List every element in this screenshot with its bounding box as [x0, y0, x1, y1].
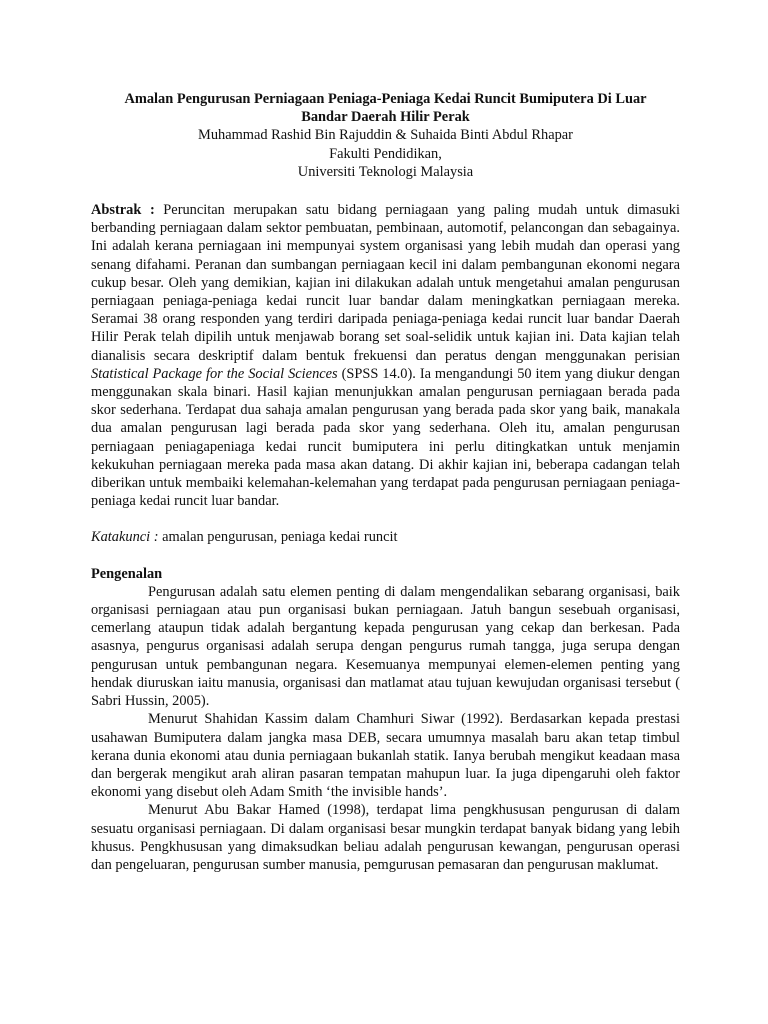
abstract-text-part-2: (SPSS 14.0). Ia mengandungi 50 item yang diukur dengan menggunakan skala binari. Hasil kajian menunjukkan amalan pengurusan perniagaan berada pada skor sederhana. Terdapat dua sahaja amalan pengurusan yang berada pada skor yang baik, manakala dua amalan pengurusan lagi berada pada skor yang sederhana. Oleh itu, amalan pengurusan perniagaan peniagapeniaga kedai runcit bumiputera ini perlu ditingkatkan untuk menjamin kekukuhan perniagaan mereka pada masa akan datang. Di akhir kajian ini, beberapa cadangan telah diberikan untuk membaiki kelemahan-kelemahan yang terdapat pada pengurusan perniagaan peniaga-peniaga kedai runcit luar bandar.: [91, 365, 680, 510]
section-heading-pengenalan: Pengenalan: [91, 565, 163, 582]
title-block: [91, 90, 680, 181]
abstract-software-name: Statistical Package for the Social Sciences: [91, 365, 338, 382]
abstract: [91, 201, 680, 510]
abstract-text-part-1: Peruncitan merupakan satu bidang perniagaan yang paling mudah untuk dimasuki berbanding perniagaan dalam sektor pembuatan, pembinaan, automotif, pelancongan dan sebagainya. Ini adalah kerana perniagaan ini mempunyai system organisasi yang lebih mudah dan operasi yang senang difahami. Peranan dan sumbangan perniagaan kecil ini dalam pembangunan ekonomi negara cukup besar. Oleh yang demikian, kajian ini dilakukan adalah untuk mengetahui amalan pengurusan perniagaan peniaga-peniaga kedai runcit luar bandar dalam meningkatkan perniagaan mereka. Seramai 38 orang responden yang terdiri daripada peniaga-peniaga kedai runcit luar bandar Daerah Hilir Perak telah dipilih untuk menjawab borang set soal-selidik untuk kajian ini. Data kajian telah dianalisis secara deskriptif dalam bentuk frekuensi dan peratus dengan menggunakan perisian: [91, 202, 680, 364]
authors: Muhammad Rashid Bin Rajuddin & Suhaida Binti Abdul Rhapar: [198, 127, 573, 144]
paper-title-line-2: Bandar Daerah Hilir Perak: [301, 109, 470, 126]
body-paragraph-2: Menurut Shahidan Kassim dalam Chamhuri Siwar (1992). Berdasarkan kepada prestasi usahawan Bumiputera dalam jangka masa DEB, secara umumnya masalah baru akan tetap timbul kerana dunia ekonomi atau dunia perniagaan bukanlah statik. Ianya berubah mengikut keadaan masa dan bergerak mengikut arah aliran pasaran tempatan mahupun luar. Ia juga dipengaruhi oleh faktor ekonomi yang disebut oleh Adam Smith ‘the invisible hands’.: [91, 711, 680, 801]
keywords-text: amalan pengurusan, peniaga kedai runcit: [158, 529, 398, 546]
university: Universiti Teknologi Malaysia: [297, 163, 474, 180]
keywords: [91, 528, 680, 546]
keywords-label: Katakunci :: [91, 529, 159, 546]
faculty: Fakulti Pendidikan,: [329, 145, 442, 162]
abstract-label: Abstrak :: [91, 202, 155, 219]
paper-title-line-1: Amalan Pengurusan Perniagaan Peniaga-Peniaga Kedai Runcit Bumiputera Di Luar: [124, 91, 647, 107]
body-paragraph-3: Menurut Abu Bakar Hamed (1998), terdapat lima pengkhususan pengurusan di dalam sesuatu organisasi perniagaan. Di dalam organisasi besar mungkin terdapat banyak bidang yang lebih khusus. Pengkhususan yang dimaksudkan beliau adalah pengurusan kewangan, pengurusan operasi dan pengeluaran, pengurusan sumber manusia, pemgurusan pemasaran dan pengurusan maklumat.: [91, 802, 680, 873]
body-paragraph-1: Pengurusan adalah satu elemen penting di dalam mengendalikan sebarang organisasi, baik organisasi perniagaan atau pun organisasi bukan perniagaan. Jatuh bangun sesebuah organisasi, cemerlang ataupun tidak adalah bergantung kepada pengurusan yang cekap dan berkesan. Pada asasnya, pengurus organisasi adalah serupa dengan pengurus rumah tangga, juga serupa dengan pengurusan untuk pembangunan negara. Kesemuanya mempunyai elemen-elemen penting yang hendak diuruskan iaitu manusia, organisasi dan matlamat atau tujuan kewujudan organisasi tersebut ( Sabri Hussin, 2005).: [91, 583, 680, 710]
